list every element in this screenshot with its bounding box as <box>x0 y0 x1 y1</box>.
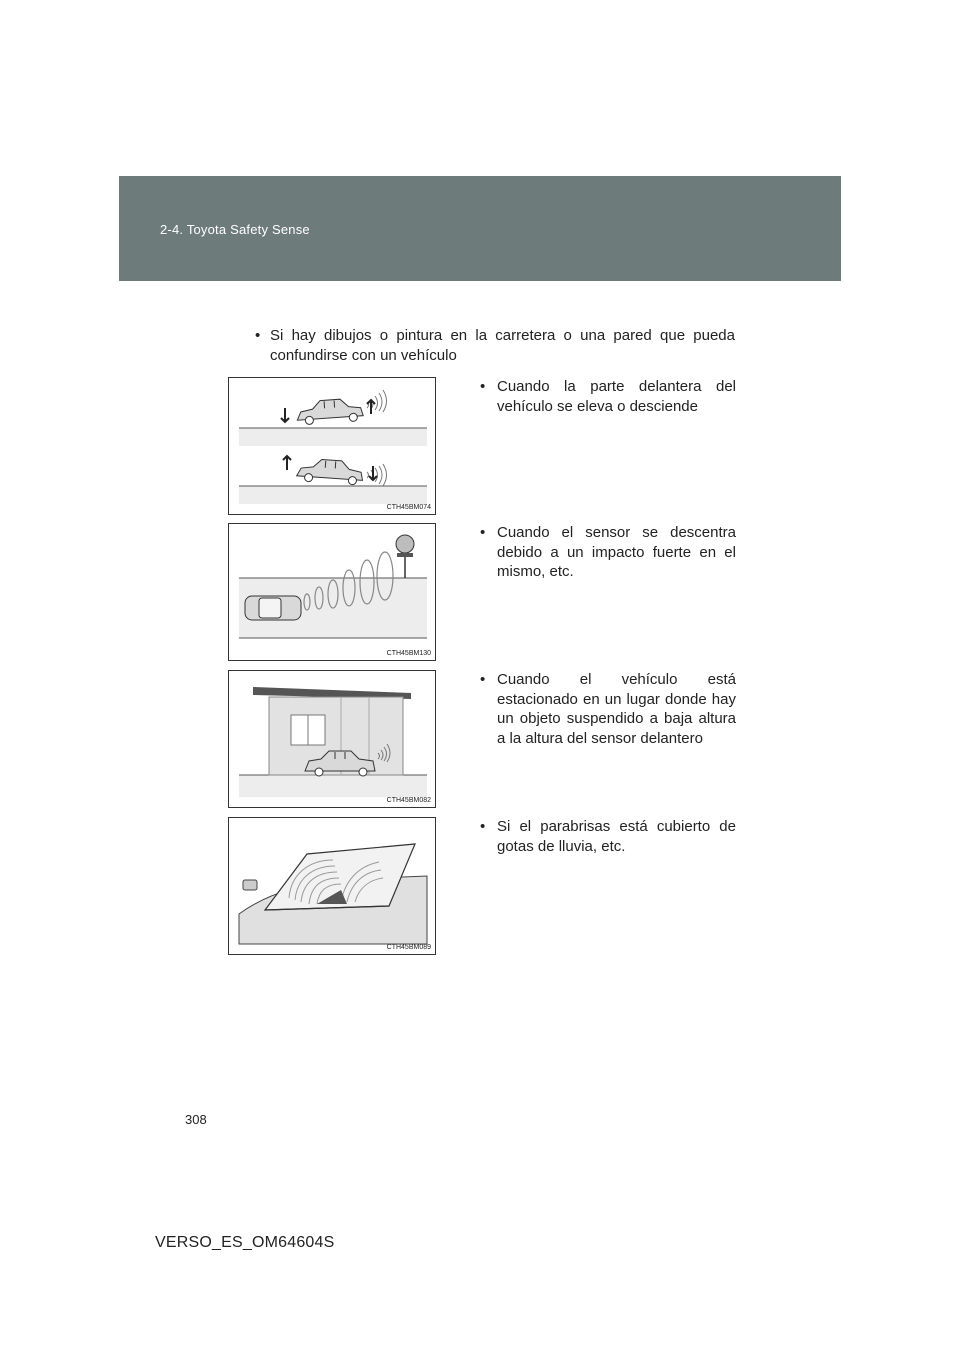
list-item <box>228 377 736 515</box>
bullet-marker: • <box>480 818 486 835</box>
rain-windshield-illustration <box>229 818 435 954</box>
document-code: VERSO_ES_OM64604S <box>155 1234 335 1251</box>
intro-bullet <box>255 326 735 366</box>
bullet-marker: • <box>480 378 486 395</box>
bullet-marker: • <box>480 524 486 541</box>
radar-waves-icon <box>367 464 387 486</box>
figure-car-pitch <box>228 377 436 515</box>
list-item <box>228 817 736 955</box>
low-overhang-illustration <box>229 671 435 807</box>
figure-code: CTH45BM089 <box>386 944 431 951</box>
car-icon <box>296 458 363 486</box>
bullet-marker: • <box>255 327 261 344</box>
figure-code: CTH45BM130 <box>386 650 431 657</box>
list-item <box>228 523 736 661</box>
mirror-icon <box>243 880 257 890</box>
figure-rain-windshield <box>228 817 436 955</box>
car-pitch-illustration <box>229 378 435 514</box>
arrow-down-icon <box>369 466 377 480</box>
header-band <box>119 176 841 281</box>
item-description <box>480 523 736 582</box>
item-text: Cuando la parte delantera del vehículo se eleva o desciende <box>497 378 736 415</box>
item-text: Cuando el vehículo está estacionado en un lugar donde hay un objeto suspendido a baja altura a la altura del sensor delantero <box>497 671 736 747</box>
item-text: Si el parabrisas está cubierto de gotas de lluvia, etc. <box>497 818 736 855</box>
item-description <box>480 377 736 416</box>
bullet-marker: • <box>480 671 486 688</box>
figure-sensor-misaligned <box>228 523 436 661</box>
arrow-up-icon <box>283 456 291 470</box>
figure-code: CTH45BM074 <box>386 504 431 511</box>
item-description <box>480 670 736 748</box>
intro-bullet-text: Si hay dibujos o pintura en la carretera o una pared que pueda confundirse con un vehículo <box>270 327 735 364</box>
section-title: 2-4. Toyota Safety Sense <box>160 222 310 237</box>
figure-low-overhang <box>228 670 436 808</box>
sensor-misaligned-illustration <box>229 524 435 660</box>
page-number: 308 <box>185 1112 207 1127</box>
car-top-view-icon <box>245 596 301 620</box>
arrow-down-icon <box>281 408 289 422</box>
list-item <box>228 670 736 808</box>
car-icon <box>296 398 363 426</box>
item-description <box>480 817 736 856</box>
item-text: Cuando el sensor se descentra debido a un impacto fuerte en el mismo, etc. <box>497 524 736 580</box>
figure-code: CTH45BM082 <box>386 797 431 804</box>
